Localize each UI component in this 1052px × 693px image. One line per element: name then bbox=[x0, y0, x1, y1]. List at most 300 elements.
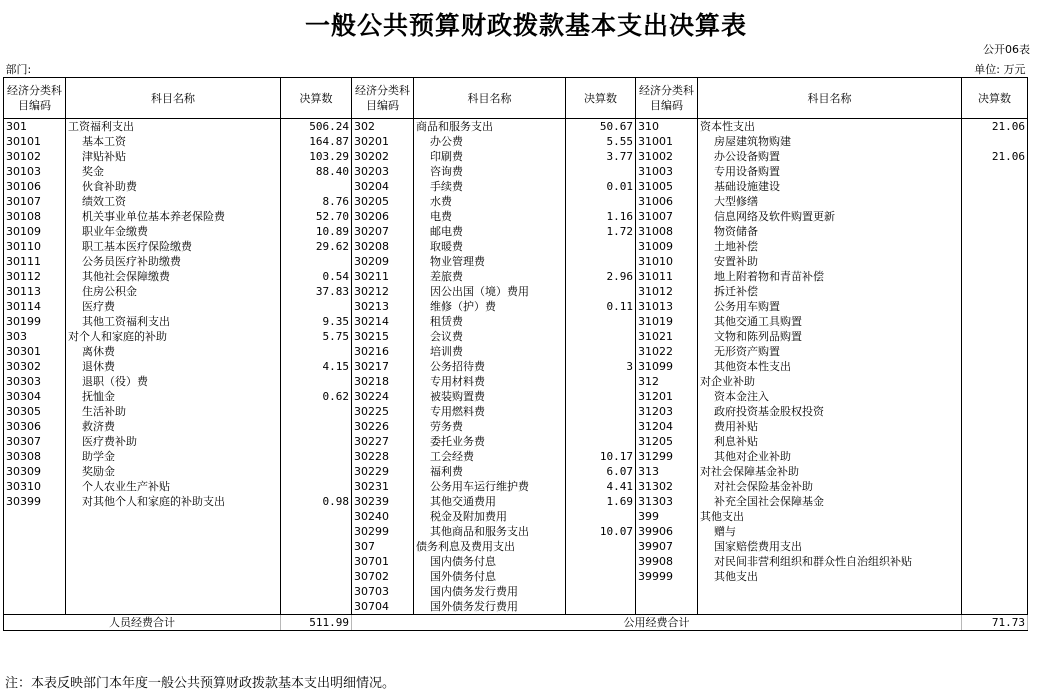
code-cell: 30301 bbox=[4, 344, 66, 359]
amount-cell: 6.07 bbox=[566, 464, 636, 479]
amount-cell bbox=[281, 509, 352, 524]
code-cell: 39906 bbox=[636, 524, 698, 539]
footnote: 注：本表反映部门本年度一般公共预算财政拨款基本支出明细情况。 bbox=[5, 676, 396, 691]
name-cell: 个人农业生产补贴 bbox=[66, 479, 281, 494]
header-name: 科目名称 bbox=[414, 78, 566, 119]
amount-cell: 1.16 bbox=[566, 209, 636, 224]
code-cell: 303 bbox=[4, 329, 66, 344]
name-cell: 公务招待费 bbox=[414, 359, 566, 374]
name-cell bbox=[66, 509, 281, 524]
amount-cell bbox=[962, 449, 1028, 464]
amount-cell bbox=[962, 134, 1028, 149]
code-cell: 30227 bbox=[352, 434, 414, 449]
code-cell: 30224 bbox=[352, 389, 414, 404]
amount-cell bbox=[281, 434, 352, 449]
name-cell: 专用材料费 bbox=[414, 374, 566, 389]
amount-cell bbox=[566, 569, 636, 584]
amount-cell bbox=[962, 554, 1028, 569]
name-cell: 培训费 bbox=[414, 344, 566, 359]
name-cell: 公务员医疗补助缴费 bbox=[66, 254, 281, 269]
amount-cell bbox=[566, 329, 636, 344]
personnel-total-label: 人员经费合计 bbox=[4, 615, 281, 631]
code-cell: 30216 bbox=[352, 344, 414, 359]
code-cell: 310 bbox=[636, 119, 698, 135]
table-row bbox=[4, 149, 1028, 164]
code-cell: 31002 bbox=[636, 149, 698, 164]
name-cell: 津贴补贴 bbox=[66, 149, 281, 164]
code-cell: 30202 bbox=[352, 149, 414, 164]
name-cell: 因公出国（境）费用 bbox=[414, 284, 566, 299]
amount-cell bbox=[566, 284, 636, 299]
code-cell: 30225 bbox=[352, 404, 414, 419]
amount-cell bbox=[281, 554, 352, 569]
name-cell: 债务利息及费用支出 bbox=[414, 539, 566, 554]
code-cell bbox=[636, 584, 698, 599]
code-cell: 30206 bbox=[352, 209, 414, 224]
name-cell: 资本性支出 bbox=[698, 119, 962, 135]
amount-cell: 29.62 bbox=[281, 239, 352, 254]
code-cell: 30203 bbox=[352, 164, 414, 179]
amount-cell bbox=[962, 539, 1028, 554]
name-cell: 资本金注入 bbox=[698, 389, 962, 404]
code-cell: 30217 bbox=[352, 359, 414, 374]
name-cell: 国内债务付息 bbox=[414, 554, 566, 569]
code-cell: 30703 bbox=[352, 584, 414, 599]
code-cell: 302 bbox=[352, 119, 414, 135]
amount-cell bbox=[281, 299, 352, 314]
name-cell bbox=[66, 599, 281, 615]
name-cell: 国内债务发行费用 bbox=[414, 584, 566, 599]
code-cell: 313 bbox=[636, 464, 698, 479]
table-row bbox=[4, 344, 1028, 359]
amount-cell bbox=[566, 239, 636, 254]
code-cell: 30204 bbox=[352, 179, 414, 194]
name-cell: 物业管理费 bbox=[414, 254, 566, 269]
name-cell: 补充全国社会保障基金 bbox=[698, 494, 962, 509]
table-row bbox=[4, 239, 1028, 254]
amount-cell bbox=[962, 419, 1028, 434]
amount-cell: 4.41 bbox=[566, 479, 636, 494]
amount-cell bbox=[962, 344, 1028, 359]
amount-cell: 0.62 bbox=[281, 389, 352, 404]
amount-cell: 3.77 bbox=[566, 149, 636, 164]
table-row bbox=[4, 404, 1028, 419]
amount-cell: 3 bbox=[566, 359, 636, 374]
header-amount: 决算数 bbox=[566, 78, 636, 119]
code-cell: 31022 bbox=[636, 344, 698, 359]
amount-cell bbox=[962, 524, 1028, 539]
name-cell: 水费 bbox=[414, 194, 566, 209]
header-row bbox=[4, 78, 1028, 119]
code-cell bbox=[4, 569, 66, 584]
page-title: 一般公共预算财政拨款基本支出决算表 bbox=[304, 11, 747, 40]
amount-cell: 37.83 bbox=[281, 284, 352, 299]
amount-cell: 21.06 bbox=[962, 149, 1028, 164]
amount-cell bbox=[962, 284, 1028, 299]
code-cell: 30103 bbox=[4, 164, 66, 179]
totals-row bbox=[4, 615, 1028, 631]
name-cell: 退休费 bbox=[66, 359, 281, 374]
code-cell: 31205 bbox=[636, 434, 698, 449]
code-cell: 31012 bbox=[636, 284, 698, 299]
name-cell: 伙食补助费 bbox=[66, 179, 281, 194]
amount-cell bbox=[566, 374, 636, 389]
code-cell: 30229 bbox=[352, 464, 414, 479]
name-cell: 印刷费 bbox=[414, 149, 566, 164]
table-row bbox=[4, 299, 1028, 314]
amount-cell bbox=[566, 194, 636, 209]
personnel-total-value: 511.99 bbox=[281, 615, 352, 631]
code-cell: 30218 bbox=[352, 374, 414, 389]
header-code: 经济分类科目编码 bbox=[4, 78, 66, 119]
amount-cell bbox=[281, 374, 352, 389]
code-cell: 30212 bbox=[352, 284, 414, 299]
amount-cell: 0.11 bbox=[566, 299, 636, 314]
code-cell: 30226 bbox=[352, 419, 414, 434]
name-cell: 国外债务付息 bbox=[414, 569, 566, 584]
code-cell: 30306 bbox=[4, 419, 66, 434]
code-cell bbox=[4, 539, 66, 554]
name-cell bbox=[66, 584, 281, 599]
table-row bbox=[4, 164, 1028, 179]
name-cell: 福利费 bbox=[414, 464, 566, 479]
name-cell: 劳务费 bbox=[414, 419, 566, 434]
amount-cell bbox=[281, 539, 352, 554]
name-cell: 其他社会保障缴费 bbox=[66, 269, 281, 284]
name-cell: 办公费 bbox=[414, 134, 566, 149]
name-cell: 抚恤金 bbox=[66, 389, 281, 404]
name-cell: 取暖费 bbox=[414, 239, 566, 254]
code-cell: 30107 bbox=[4, 194, 66, 209]
name-cell: 基本工资 bbox=[66, 134, 281, 149]
name-cell: 国外债务发行费用 bbox=[414, 599, 566, 615]
amount-cell bbox=[962, 584, 1028, 599]
table-row bbox=[4, 179, 1028, 194]
name-cell: 大型修缮 bbox=[698, 194, 962, 209]
amount-cell bbox=[962, 434, 1028, 449]
amount-cell: 10.17 bbox=[566, 449, 636, 464]
name-cell: 退职（役）费 bbox=[66, 374, 281, 389]
name-cell: 邮电费 bbox=[414, 224, 566, 239]
table-row bbox=[4, 314, 1028, 329]
amount-cell bbox=[962, 464, 1028, 479]
table-row bbox=[4, 224, 1028, 239]
code-cell: 31013 bbox=[636, 299, 698, 314]
amount-cell: 0.01 bbox=[566, 179, 636, 194]
code-cell: 31003 bbox=[636, 164, 698, 179]
code-cell: 30702 bbox=[352, 569, 414, 584]
name-cell bbox=[698, 584, 962, 599]
amount-cell bbox=[566, 419, 636, 434]
name-cell: 商品和服务支出 bbox=[414, 119, 566, 135]
table-row bbox=[4, 119, 1028, 135]
name-cell: 助学金 bbox=[66, 449, 281, 464]
name-cell: 职工基本医疗保险缴费 bbox=[66, 239, 281, 254]
code-cell: 30305 bbox=[4, 404, 66, 419]
table-row bbox=[4, 194, 1028, 209]
dept-label: 部门: bbox=[5, 63, 32, 76]
name-cell: 信息网络及软件购置更新 bbox=[698, 209, 962, 224]
table-row bbox=[4, 374, 1028, 389]
name-cell: 医疗费 bbox=[66, 299, 281, 314]
code-cell: 30101 bbox=[4, 134, 66, 149]
table-row bbox=[4, 539, 1028, 554]
table-row bbox=[4, 329, 1028, 344]
name-cell: 咨询费 bbox=[414, 164, 566, 179]
expenditure-table bbox=[3, 62, 1028, 631]
amount-cell bbox=[962, 299, 1028, 314]
code-cell: 39908 bbox=[636, 554, 698, 569]
code-cell: 31019 bbox=[636, 314, 698, 329]
amount-cell: 10.89 bbox=[281, 224, 352, 239]
code-cell: 31203 bbox=[636, 404, 698, 419]
table-row bbox=[4, 584, 1028, 599]
amount-cell bbox=[281, 449, 352, 464]
name-cell: 住房公积金 bbox=[66, 284, 281, 299]
code-cell bbox=[4, 524, 66, 539]
amount-cell bbox=[962, 209, 1028, 224]
name-cell: 其他工资福利支出 bbox=[66, 314, 281, 329]
amount-cell bbox=[566, 314, 636, 329]
name-cell: 其他交通工具购置 bbox=[698, 314, 962, 329]
table-row bbox=[4, 359, 1028, 374]
name-cell: 租赁费 bbox=[414, 314, 566, 329]
code-cell: 30111 bbox=[4, 254, 66, 269]
name-cell: 电费 bbox=[414, 209, 566, 224]
amount-cell bbox=[962, 494, 1028, 509]
amount-cell bbox=[962, 599, 1028, 615]
name-cell: 专用燃料费 bbox=[414, 404, 566, 419]
header-code: 经济分类科目编码 bbox=[352, 78, 414, 119]
name-cell: 其他资本性支出 bbox=[698, 359, 962, 374]
amount-cell: 2.96 bbox=[566, 269, 636, 284]
amount-cell bbox=[566, 389, 636, 404]
table-row bbox=[4, 509, 1028, 524]
code-cell: 301 bbox=[4, 119, 66, 135]
name-cell: 利息补贴 bbox=[698, 434, 962, 449]
amount-cell bbox=[566, 584, 636, 599]
code-cell: 312 bbox=[636, 374, 698, 389]
code-cell: 30304 bbox=[4, 389, 66, 404]
code-cell: 31008 bbox=[636, 224, 698, 239]
header-name: 科目名称 bbox=[66, 78, 281, 119]
name-cell: 奖励金 bbox=[66, 464, 281, 479]
name-cell: 其他支出 bbox=[698, 569, 962, 584]
amount-cell bbox=[281, 479, 352, 494]
amount-cell bbox=[962, 164, 1028, 179]
amount-cell bbox=[281, 404, 352, 419]
amount-cell: 9.35 bbox=[281, 314, 352, 329]
header-name: 科目名称 bbox=[698, 78, 962, 119]
amount-cell bbox=[962, 194, 1028, 209]
code-cell: 31303 bbox=[636, 494, 698, 509]
name-cell bbox=[66, 539, 281, 554]
code-cell: 30110 bbox=[4, 239, 66, 254]
name-cell: 税金及附加费用 bbox=[414, 509, 566, 524]
name-cell bbox=[66, 524, 281, 539]
name-cell: 对其他个人和家庭的补助支出 bbox=[66, 494, 281, 509]
form-number: 公开06表 bbox=[983, 43, 1030, 56]
table-row bbox=[4, 524, 1028, 539]
name-cell: 物资储备 bbox=[698, 224, 962, 239]
name-cell: 对企业补助 bbox=[698, 374, 962, 389]
table-row bbox=[4, 599, 1028, 615]
amount-cell: 164.87 bbox=[281, 134, 352, 149]
name-cell bbox=[698, 599, 962, 615]
code-cell: 30106 bbox=[4, 179, 66, 194]
name-cell: 对社会保险基金补助 bbox=[698, 479, 962, 494]
code-cell: 30399 bbox=[4, 494, 66, 509]
amount-cell bbox=[566, 254, 636, 269]
code-cell: 30213 bbox=[352, 299, 414, 314]
amount-cell bbox=[281, 419, 352, 434]
code-cell: 30199 bbox=[4, 314, 66, 329]
amount-cell: 5.75 bbox=[281, 329, 352, 344]
name-cell: 拆迁补偿 bbox=[698, 284, 962, 299]
code-cell: 30209 bbox=[352, 254, 414, 269]
table-row bbox=[4, 134, 1028, 149]
code-cell: 399 bbox=[636, 509, 698, 524]
code-cell: 30228 bbox=[352, 449, 414, 464]
amount-cell bbox=[566, 539, 636, 554]
code-cell: 30205 bbox=[352, 194, 414, 209]
code-cell: 31099 bbox=[636, 359, 698, 374]
code-cell: 31006 bbox=[636, 194, 698, 209]
name-cell: 奖金 bbox=[66, 164, 281, 179]
amount-cell: 4.15 bbox=[281, 359, 352, 374]
code-cell: 30214 bbox=[352, 314, 414, 329]
name-cell: 其他商品和服务支出 bbox=[414, 524, 566, 539]
table-row bbox=[4, 494, 1028, 509]
table-row bbox=[4, 479, 1028, 494]
amount-cell bbox=[962, 479, 1028, 494]
code-cell: 39999 bbox=[636, 569, 698, 584]
table-row bbox=[4, 269, 1028, 284]
amount-cell bbox=[962, 404, 1028, 419]
amount-cell: 0.98 bbox=[281, 494, 352, 509]
header-code: 经济分类科目编码 bbox=[636, 78, 698, 119]
name-cell: 办公设备购置 bbox=[698, 149, 962, 164]
amount-cell bbox=[962, 239, 1028, 254]
name-cell: 差旅费 bbox=[414, 269, 566, 284]
name-cell: 无形资产购置 bbox=[698, 344, 962, 359]
name-cell: 其他交通费用 bbox=[414, 494, 566, 509]
name-cell: 地上附着物和青苗补偿 bbox=[698, 269, 962, 284]
code-cell: 30231 bbox=[352, 479, 414, 494]
table-row bbox=[4, 434, 1028, 449]
name-cell: 生活补助 bbox=[66, 404, 281, 419]
amount-cell bbox=[281, 464, 352, 479]
amount-cell: 506.24 bbox=[281, 119, 352, 135]
code-cell bbox=[4, 584, 66, 599]
code-cell: 31001 bbox=[636, 134, 698, 149]
amount-cell bbox=[962, 329, 1028, 344]
name-cell: 工资福利支出 bbox=[66, 119, 281, 135]
table-row bbox=[4, 569, 1028, 584]
amount-cell: 50.67 bbox=[566, 119, 636, 135]
amount-cell: 8.76 bbox=[281, 194, 352, 209]
code-cell bbox=[636, 599, 698, 615]
amount-cell bbox=[566, 554, 636, 569]
header-amount: 决算数 bbox=[962, 78, 1028, 119]
code-cell: 31011 bbox=[636, 269, 698, 284]
table-row bbox=[4, 254, 1028, 269]
amount-cell bbox=[566, 344, 636, 359]
amount-cell: 1.69 bbox=[566, 494, 636, 509]
name-cell: 公务用车购置 bbox=[698, 299, 962, 314]
table-row bbox=[4, 389, 1028, 404]
amount-cell bbox=[566, 404, 636, 419]
name-cell bbox=[66, 569, 281, 584]
table-row bbox=[4, 419, 1028, 434]
name-cell: 费用补贴 bbox=[698, 419, 962, 434]
amount-cell bbox=[281, 524, 352, 539]
amount-cell: 5.55 bbox=[566, 134, 636, 149]
name-cell bbox=[66, 554, 281, 569]
code-cell: 30309 bbox=[4, 464, 66, 479]
code-cell: 30211 bbox=[352, 269, 414, 284]
amount-cell bbox=[566, 509, 636, 524]
amount-cell: 1.72 bbox=[566, 224, 636, 239]
amount-cell: 0.54 bbox=[281, 269, 352, 284]
name-cell: 专用设备购置 bbox=[698, 164, 962, 179]
name-cell: 政府投资基金股权投资 bbox=[698, 404, 962, 419]
header-amount: 决算数 bbox=[281, 78, 352, 119]
amount-cell bbox=[962, 569, 1028, 584]
name-cell: 安置补助 bbox=[698, 254, 962, 269]
amount-cell bbox=[281, 569, 352, 584]
code-cell: 30308 bbox=[4, 449, 66, 464]
name-cell: 被装购置费 bbox=[414, 389, 566, 404]
code-cell: 30112 bbox=[4, 269, 66, 284]
code-cell: 31010 bbox=[636, 254, 698, 269]
amount-cell: 52.70 bbox=[281, 209, 352, 224]
name-cell: 其他对企业补助 bbox=[698, 449, 962, 464]
amount-cell bbox=[962, 224, 1028, 239]
code-cell: 30114 bbox=[4, 299, 66, 314]
code-cell: 30701 bbox=[352, 554, 414, 569]
table-row bbox=[4, 284, 1028, 299]
code-cell bbox=[4, 599, 66, 615]
table-row bbox=[4, 464, 1028, 479]
amount-cell bbox=[281, 599, 352, 615]
code-cell bbox=[4, 554, 66, 569]
amount-cell bbox=[281, 179, 352, 194]
amount-cell bbox=[962, 374, 1028, 389]
amount-cell bbox=[962, 359, 1028, 374]
code-cell: 31021 bbox=[636, 329, 698, 344]
amount-cell bbox=[962, 389, 1028, 404]
code-cell bbox=[4, 509, 66, 524]
code-cell: 30310 bbox=[4, 479, 66, 494]
code-cell: 31201 bbox=[636, 389, 698, 404]
amount-cell bbox=[962, 509, 1028, 524]
code-cell: 30307 bbox=[4, 434, 66, 449]
code-cell: 39907 bbox=[636, 539, 698, 554]
name-cell: 对民间非营利组织和群众性自治组织补贴 bbox=[698, 554, 962, 569]
name-cell: 房屋建筑物购建 bbox=[698, 134, 962, 149]
name-cell: 其他支出 bbox=[698, 509, 962, 524]
name-cell: 维修（护）费 bbox=[414, 299, 566, 314]
name-cell: 赠与 bbox=[698, 524, 962, 539]
amount-cell bbox=[962, 269, 1028, 284]
table-row bbox=[4, 554, 1028, 569]
name-cell: 土地补偿 bbox=[698, 239, 962, 254]
code-cell: 31302 bbox=[636, 479, 698, 494]
amount-cell: 10.07 bbox=[566, 524, 636, 539]
code-cell: 31005 bbox=[636, 179, 698, 194]
table-row bbox=[4, 209, 1028, 224]
